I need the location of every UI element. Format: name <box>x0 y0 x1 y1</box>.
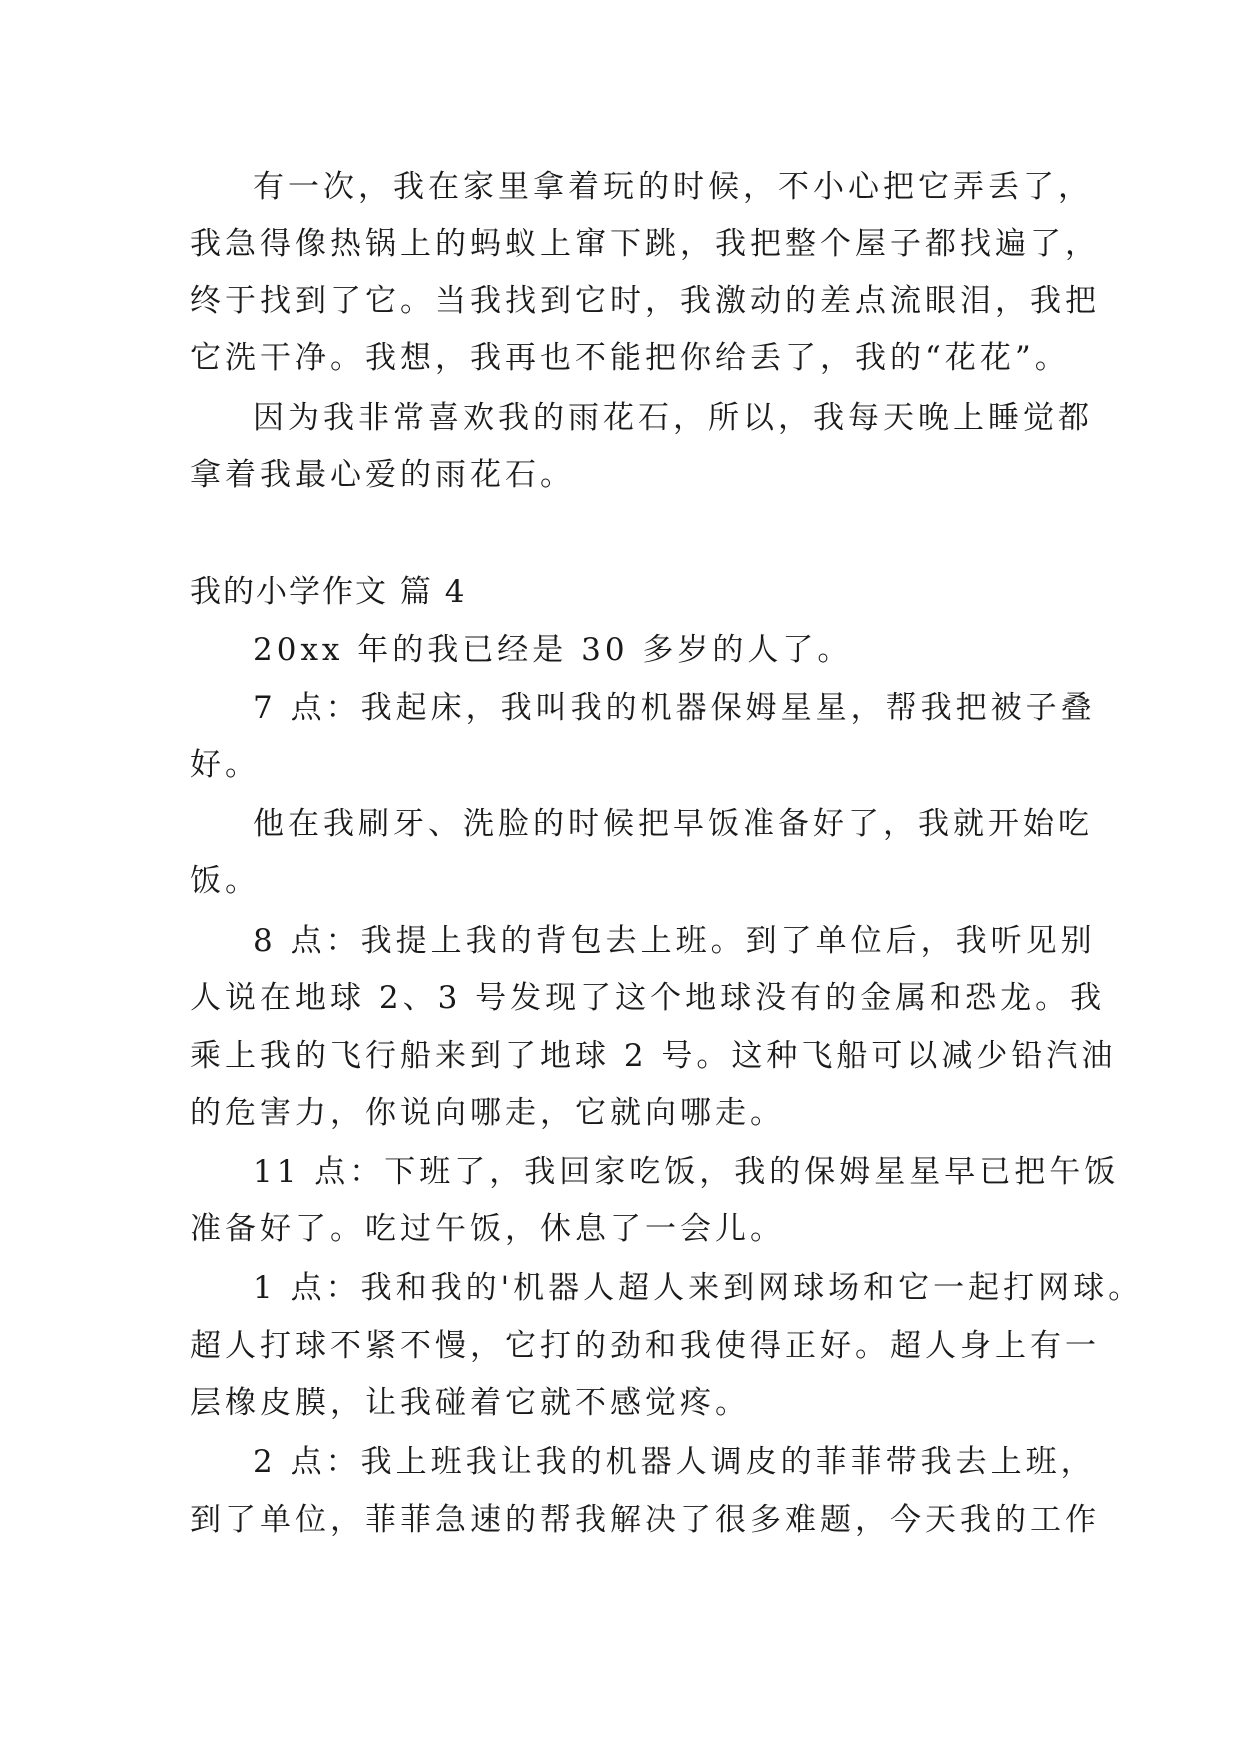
section-heading: 我的小学作文 篇 4 <box>190 574 467 610</box>
paragraph-line: 到了单位，菲菲急速的帮我解决了很多难题，今天我的工作 <box>190 1502 1100 1538</box>
paragraph-line: 因为我非常喜欢我的雨花石，所以，我每天晚上睡觉都 <box>253 400 1093 436</box>
paragraph-line: 人说在地球 2、3 号发现了这个地球没有的金属和恐龙。我 <box>190 980 1106 1016</box>
paragraph-line: 20xx 年的我已经是 30 多岁的人了。 <box>253 632 853 668</box>
paragraph-line: 11 点：下班了，我回家吃饭，我的保姆星星早已把午饭 <box>253 1154 1120 1190</box>
paragraph-line: 我急得像热锅上的蚂蚁上窜下跳，我把整个屋子都找遍了， <box>190 226 1100 262</box>
paragraph-line: 7 点：我起床，我叫我的机器保姆星星，帮我把被子叠 <box>253 690 1096 726</box>
paragraph-line: 层橡皮膜，让我碰着它就不感觉疼。 <box>190 1385 750 1421</box>
paragraph-line: 2 点：我上班我让我的机器人调皮的菲菲带我去上班， <box>253 1444 1096 1480</box>
paragraph-line: 准备好了。吃过午饭，休息了一会儿。 <box>190 1211 785 1247</box>
paragraph-line: 他在我刷牙、洗脸的时候把早饭准备好了，我就开始吃 <box>253 806 1093 842</box>
paragraph-line: 超人打球不紧不慢，它打的劲和我使得正好。超人身上有一 <box>190 1328 1100 1364</box>
paragraph-line: 8 点：我提上我的背包去上班。到了单位后，我听见别 <box>253 923 1096 959</box>
paragraph-line: 它洗干净。我想，我再也不能把你给丢了，我的“花花”。 <box>190 340 1070 376</box>
paragraph-line: 好。 <box>190 747 260 783</box>
paragraph-line: 乘上我的飞行船来到了地球 2 号。这种飞船可以减少铅汽油 <box>190 1038 1117 1074</box>
paragraph-line: 有一次，我在家里拿着玩的时候，不小心把它弄丢了， <box>253 169 1093 205</box>
paragraph-line: 1 点：我和我的'机器人超人来到网球场和它一起打网球。 <box>253 1270 1144 1306</box>
paragraph-line: 终于找到了它。当我找到它时，我激动的差点流眼泪，我把 <box>190 283 1100 319</box>
paragraph-line: 饭。 <box>190 863 260 899</box>
paragraph-line: 的危害力，你说向哪走，它就向哪走。 <box>190 1095 785 1131</box>
paragraph-line: 拿着我最心爱的雨花石。 <box>190 457 575 493</box>
